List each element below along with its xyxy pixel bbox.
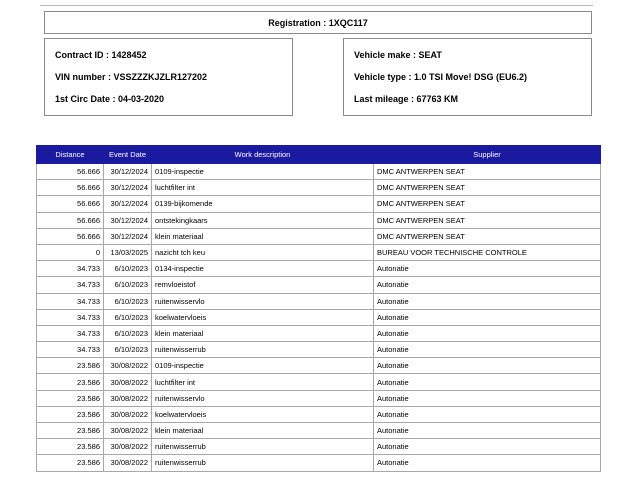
table-row[interactable]: [37, 374, 601, 390]
last-mileage: Last mileage : 67763 KM: [354, 94, 459, 104]
supplier-cell: Autonatie: [374, 309, 601, 325]
supplier-cell: Autonatie: [374, 374, 601, 390]
supplier-cell: DMC ANTWERPEN SEAT: [374, 212, 601, 228]
table-row[interactable]: [37, 196, 601, 212]
distance-cell: 34.733: [37, 277, 104, 293]
work-description-cell: koelwatervloeis: [152, 309, 374, 325]
first-circ-date: 1st Circ Date : 04-03-2020: [55, 94, 165, 104]
distance-cell: 23.586: [37, 455, 104, 471]
distance-cell: 34.733: [37, 293, 104, 309]
contract-id: Contract ID : 1428452: [55, 50, 147, 60]
distance-cell: 34.733: [37, 309, 104, 325]
event-date-cell: 30/08/2022: [104, 374, 152, 390]
work-description-cell: ruitenwisserrub: [152, 439, 374, 455]
distance-cell: 23.586: [37, 406, 104, 422]
work-description-cell: ruitenwisserrub: [152, 455, 374, 471]
event-date-cell: 6/10/2023: [104, 325, 152, 341]
event-date-cell: 30/12/2024: [104, 212, 152, 228]
table-row[interactable]: [37, 390, 601, 406]
work-description-cell: ontstekingkaars: [152, 212, 374, 228]
column-header-event-date[interactable]: Event Date: [104, 146, 152, 164]
event-date-cell: 30/08/2022: [104, 390, 152, 406]
supplier-cell: Autonatie: [374, 423, 601, 439]
table-row[interactable]: [37, 228, 601, 244]
event-date-cell: 30/08/2022: [104, 406, 152, 422]
table-row[interactable]: [37, 277, 601, 293]
event-date-cell: 30/12/2024: [104, 164, 152, 180]
work-description-cell: koelwatervloeis: [152, 406, 374, 422]
distance-cell: 34.733: [37, 342, 104, 358]
work-description-cell: ruitenwisserrub: [152, 342, 374, 358]
table-row[interactable]: [37, 455, 601, 471]
event-date-cell: 6/10/2023: [104, 342, 152, 358]
table-row[interactable]: [37, 325, 601, 341]
supplier-cell: Autonatie: [374, 406, 601, 422]
event-date-cell: 30/12/2024: [104, 196, 152, 212]
table-row[interactable]: [37, 342, 601, 358]
event-date-cell: 30/08/2022: [104, 423, 152, 439]
event-date-cell: 30/08/2022: [104, 455, 152, 471]
supplier-cell: Autonatie: [374, 325, 601, 341]
supplier-cell: Autonatie: [374, 293, 601, 309]
table-row[interactable]: [37, 293, 601, 309]
work-description-cell: klein materiaal: [152, 325, 374, 341]
event-date-cell: 30/12/2024: [104, 180, 152, 196]
work-description-cell: luchtfilter int: [152, 180, 374, 196]
distance-cell: 34.733: [37, 261, 104, 277]
distance-cell: 56.666: [37, 228, 104, 244]
work-description-cell: klein materiaal: [152, 228, 374, 244]
supplier-cell: Autonatie: [374, 277, 601, 293]
table-header-row: [37, 146, 601, 164]
top-divider: [40, 5, 593, 6]
distance-cell: 23.586: [37, 423, 104, 439]
distance-cell: 0: [37, 244, 104, 260]
vehicle-make: Vehicle make : SEAT: [354, 50, 442, 60]
distance-cell: 34.733: [37, 325, 104, 341]
work-description-cell: 0109-inspectie: [152, 358, 374, 374]
table-row[interactable]: [37, 164, 601, 180]
supplier-cell: Autonatie: [374, 261, 601, 277]
work-description-cell: ruitenwisservlo: [152, 293, 374, 309]
table-row[interactable]: [37, 244, 601, 260]
maintenance-table: [36, 145, 601, 472]
event-date-cell: 6/10/2023: [104, 261, 152, 277]
supplier-cell: DMC ANTWERPEN SEAT: [374, 180, 601, 196]
distance-cell: 23.586: [37, 358, 104, 374]
supplier-cell: DMC ANTWERPEN SEAT: [374, 228, 601, 244]
supplier-cell: DMC ANTWERPEN SEAT: [374, 164, 601, 180]
vehicle-info-panel: [343, 38, 592, 116]
supplier-cell: BUREAU VOOR TECHNISCHE CONTROLE: [374, 244, 601, 260]
supplier-cell: Autonatie: [374, 455, 601, 471]
column-header-distance[interactable]: Distance: [37, 146, 104, 164]
contract-info-panel: [44, 38, 293, 116]
supplier-cell: Autonatie: [374, 358, 601, 374]
work-description-cell: 0139-bijkomende: [152, 196, 374, 212]
table-row[interactable]: [37, 261, 601, 277]
distance-cell: 56.666: [37, 212, 104, 228]
work-description-cell: ruitenwisservlo: [152, 390, 374, 406]
table-row[interactable]: [37, 358, 601, 374]
work-description-cell: nazicht tch keu: [152, 244, 374, 260]
supplier-cell: DMC ANTWERPEN SEAT: [374, 196, 601, 212]
column-header-supplier[interactable]: Supplier: [374, 146, 601, 164]
work-description-cell: klein materiaal: [152, 423, 374, 439]
registration-header: [44, 11, 592, 34]
event-date-cell: 30/08/2022: [104, 439, 152, 455]
distance-cell: 56.666: [37, 180, 104, 196]
work-description-cell: 0134-inspectie: [152, 261, 374, 277]
work-description-cell: 0109-inspectie: [152, 164, 374, 180]
event-date-cell: 30/08/2022: [104, 358, 152, 374]
table-row[interactable]: [37, 212, 601, 228]
work-description-cell: remvloeistof: [152, 277, 374, 293]
event-date-cell: 6/10/2023: [104, 309, 152, 325]
distance-cell: 23.586: [37, 439, 104, 455]
event-date-cell: 13/03/2025: [104, 244, 152, 260]
distance-cell: 23.586: [37, 390, 104, 406]
supplier-cell: Autonatie: [374, 342, 601, 358]
distance-cell: 23.586: [37, 374, 104, 390]
supplier-cell: Autonatie: [374, 390, 601, 406]
table-row[interactable]: [37, 406, 601, 422]
vehicle-type: Vehicle type : 1.0 TSI Move! DSG (EU6.2): [354, 72, 528, 82]
distance-cell: 56.666: [37, 164, 104, 180]
event-date-cell: 6/10/2023: [104, 277, 152, 293]
table-row[interactable]: [37, 439, 601, 455]
work-description-cell: luchtfilter int: [152, 374, 374, 390]
event-date-cell: 30/12/2024: [104, 228, 152, 244]
table-row[interactable]: [37, 180, 601, 196]
vin-number: VIN number : VSSZZZKJZLR127202: [55, 72, 208, 82]
table-row[interactable]: [37, 309, 601, 325]
event-date-cell: 6/10/2023: [104, 293, 152, 309]
column-header-work-description[interactable]: Work description: [152, 146, 374, 164]
registration-label: Registration : 1XQC117: [268, 17, 368, 28]
table-row[interactable]: [37, 423, 601, 439]
supplier-cell: Autonatie: [374, 439, 601, 455]
distance-cell: 56.666: [37, 196, 104, 212]
